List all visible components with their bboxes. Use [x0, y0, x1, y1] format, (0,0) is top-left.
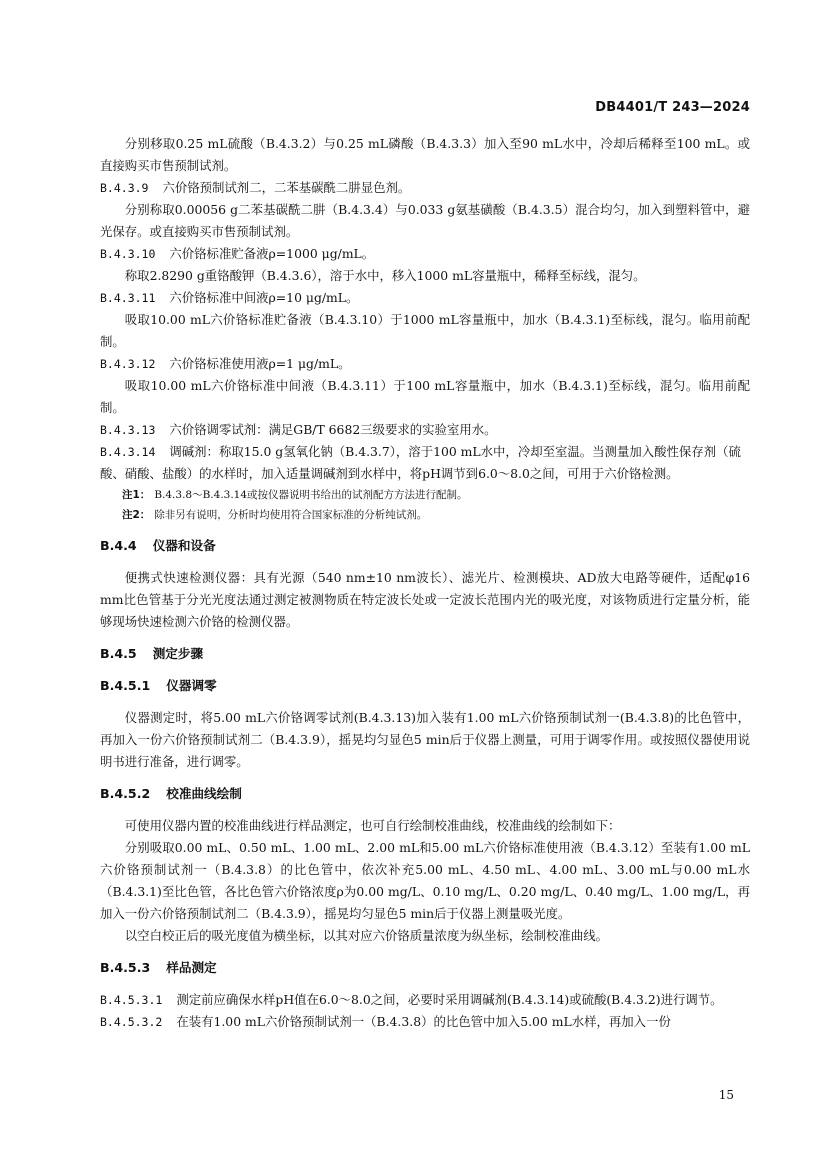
section-heading-b4453: [100, 957, 750, 979]
section-number: B.4.4: [100, 538, 137, 553]
section-title: 测定步骤: [152, 646, 204, 661]
clause-b439: [100, 177, 750, 199]
clause-number: B.4.3.14: [100, 445, 156, 459]
section-heading-b444: [100, 535, 750, 557]
section-heading-b445: [100, 643, 750, 665]
page-number: 15: [718, 1088, 734, 1102]
clause-b45532: [100, 1011, 750, 1033]
section-number: B.4.5.2: [100, 786, 151, 801]
section-number: B.4.5.1: [100, 678, 151, 693]
clause-b4311: [100, 287, 750, 309]
clause-text: 测定前应确保水样pH值在6.0～8.0之间，必要时采用调碱剂(B.4.3.14)或硫酸(B.4.3.2)进行调节。: [176, 992, 723, 1007]
clause-number: B.4.3.13: [100, 423, 156, 437]
paragraph: 仪器测定时，将5.00 mL六价铬调零试剂(B.4.3.13)加入装有1.00 mL六价铬预制试剂一(B.4.3.8)的比色管中，再加入一份六价铬预制试剂二（B.4.3.9），摇晃均匀显色5 min后于仪器上测量，可用于调零作用。或按照仪器使用说明书进行准备，进行调零。: [100, 710, 750, 769]
note-label: 注1：: [122, 489, 151, 501]
paragraph: 分别吸取0.00 mL、0.50 mL、1.00 mL、2.00 mL和5.00 mL六价铬标准使用液（B.4.3.12）至装有1.00 mL六价铬预制试剂一（B.4.3.8）的比色管中，依次补充5.00 mL、4.50 mL、4.00 mL、3.00 mL与0.00 mL水（B.4.3.1)至比色管，各比色管六价铬浓度ρ为0.00 mg/L、0.10 mg/L、0.20 mg/L、0.40 mg/L、1.00 mg/L，再加入一份六价铬预制试剂二（B.4.3.9），摇晃均匀显色5 min后于仪器上测量吸光度。: [100, 840, 750, 921]
clause-text: 调碱剂：称取15.0 g氢氧化钠（B.4.3.7），溶于100 mL水中，冷却至室温。当测量加入酸性保存剂（硫酸、硝酸、盐酸）的水样时，加入适量调碱剂到水样中，将pH调节到6.0～8.0之间，可用于六价铬检测。: [100, 444, 741, 481]
clause-b4314: [100, 441, 750, 485]
clause-text: 在装有1.00 mL六价铬预制试剂一（B.4.3.8）的比色管中加入5.00 mL水样，再加入一份: [176, 1014, 671, 1029]
paragraph: 分别称取0.00056 g二苯基碳酰二肼（B.4.3.4）与0.033 g氨基磺酸（B.4.3.5）混合均匀，加入到塑料管中，避光保存。或直接购买市售预制试剂。: [100, 202, 750, 239]
section-title: 仪器和设备: [152, 538, 216, 553]
paragraph: 吸取10.00 mL六价铬标准中间液（B.4.3.11）于100 mL容量瓶中，加水（B.4.3.1)至标线，混匀。临用前配制。: [100, 378, 750, 415]
clause-number: B.4.5.3.2: [100, 1015, 163, 1029]
section-number: B.4.5.3: [100, 960, 151, 975]
note-2: [100, 505, 750, 525]
clause-text: 六价铬标准使用液ρ=1 μg/mL。: [169, 356, 351, 371]
section-title: 仪器调零: [166, 678, 217, 693]
section-heading-b4451: [100, 675, 750, 697]
note-label: 注2：: [122, 509, 151, 521]
clause-b4312: [100, 353, 750, 375]
clause-b4313: [100, 419, 750, 441]
note-1: [100, 485, 750, 505]
clause-text: 六价铬标准中间液ρ=10 μg/mL。: [169, 290, 359, 305]
clause-number: B.4.3.12: [100, 357, 156, 371]
paragraph: 可使用仪器内置的校准曲线进行样品测定，也可自行绘制校准曲线，校准曲线的绘制如下：: [124, 818, 621, 833]
paragraph: 分别移取0.25 mL硫酸（B.4.3.2）与0.25 mL磷酸（B.4.3.3）加入至90 mL水中，冷却后稀释至100 mL。或直接购买市售预制试剂。: [100, 136, 750, 173]
paragraph: 以空白校正后的吸光度值为横坐标，以其对应六价铬质量浓度为纵坐标，绘制校准曲线。: [124, 928, 609, 943]
clause-number: B.4.3.10: [100, 247, 156, 261]
paragraph: 吸取10.00 mL六价铬标准贮备液（B.4.3.10）于1000 mL容量瓶中，加水（B.4.3.1)至标线，混匀。临用前配制。: [100, 312, 750, 349]
section-number: B.4.5: [100, 646, 137, 661]
paragraph: 便携式快速检测仪器：具有光源（540 nm±10 nm波长）、滤光片、检测模块、AD放大电路等硬件，适配φ16 mm比色管基于分光光度法通过测定被测物质在特定波长处或一定波长范围内光的吸光度，对该物质进行定量分析，能够现场快速检测六价铬的检测仪器。: [100, 570, 750, 629]
clause-text: 六价铬调零试剂：满足GB/T 6682三级要求的实验室用水。: [169, 422, 497, 437]
clause-b4310: [100, 243, 750, 265]
clause-b45531: [100, 989, 750, 1011]
clause-number: B.4.5.3.1: [100, 993, 163, 1007]
section-title: 校准曲线绘制: [166, 786, 242, 801]
clause-text: 六价铬预制试剂二，二苯基碳酰二肼显色剂。: [162, 180, 411, 195]
paragraph: 称取2.8290 g重铬酸钾（B.4.3.6），溶于水中，移入1000 mL容量瓶中，稀释至标线，混匀。: [124, 268, 646, 283]
section-title: 样品测定: [166, 960, 217, 975]
note-text: B.4.3.8～B.4.3.14或按仪器说明书给出的试剂配方方法进行配制。: [154, 489, 468, 501]
note-text: 除非另有说明，分析时均使用符合国家标准的分析纯试剂。: [154, 509, 428, 521]
section-heading-b4452: [100, 783, 750, 805]
document-body: [100, 133, 750, 1033]
clause-number: B.4.3.9: [100, 181, 149, 195]
clause-number: B.4.3.11: [100, 291, 156, 305]
document-code-header: DB4401/T 243—2024: [595, 100, 750, 115]
clause-text: 六价铬标准贮备液ρ=1000 μg/mL。: [169, 246, 375, 261]
